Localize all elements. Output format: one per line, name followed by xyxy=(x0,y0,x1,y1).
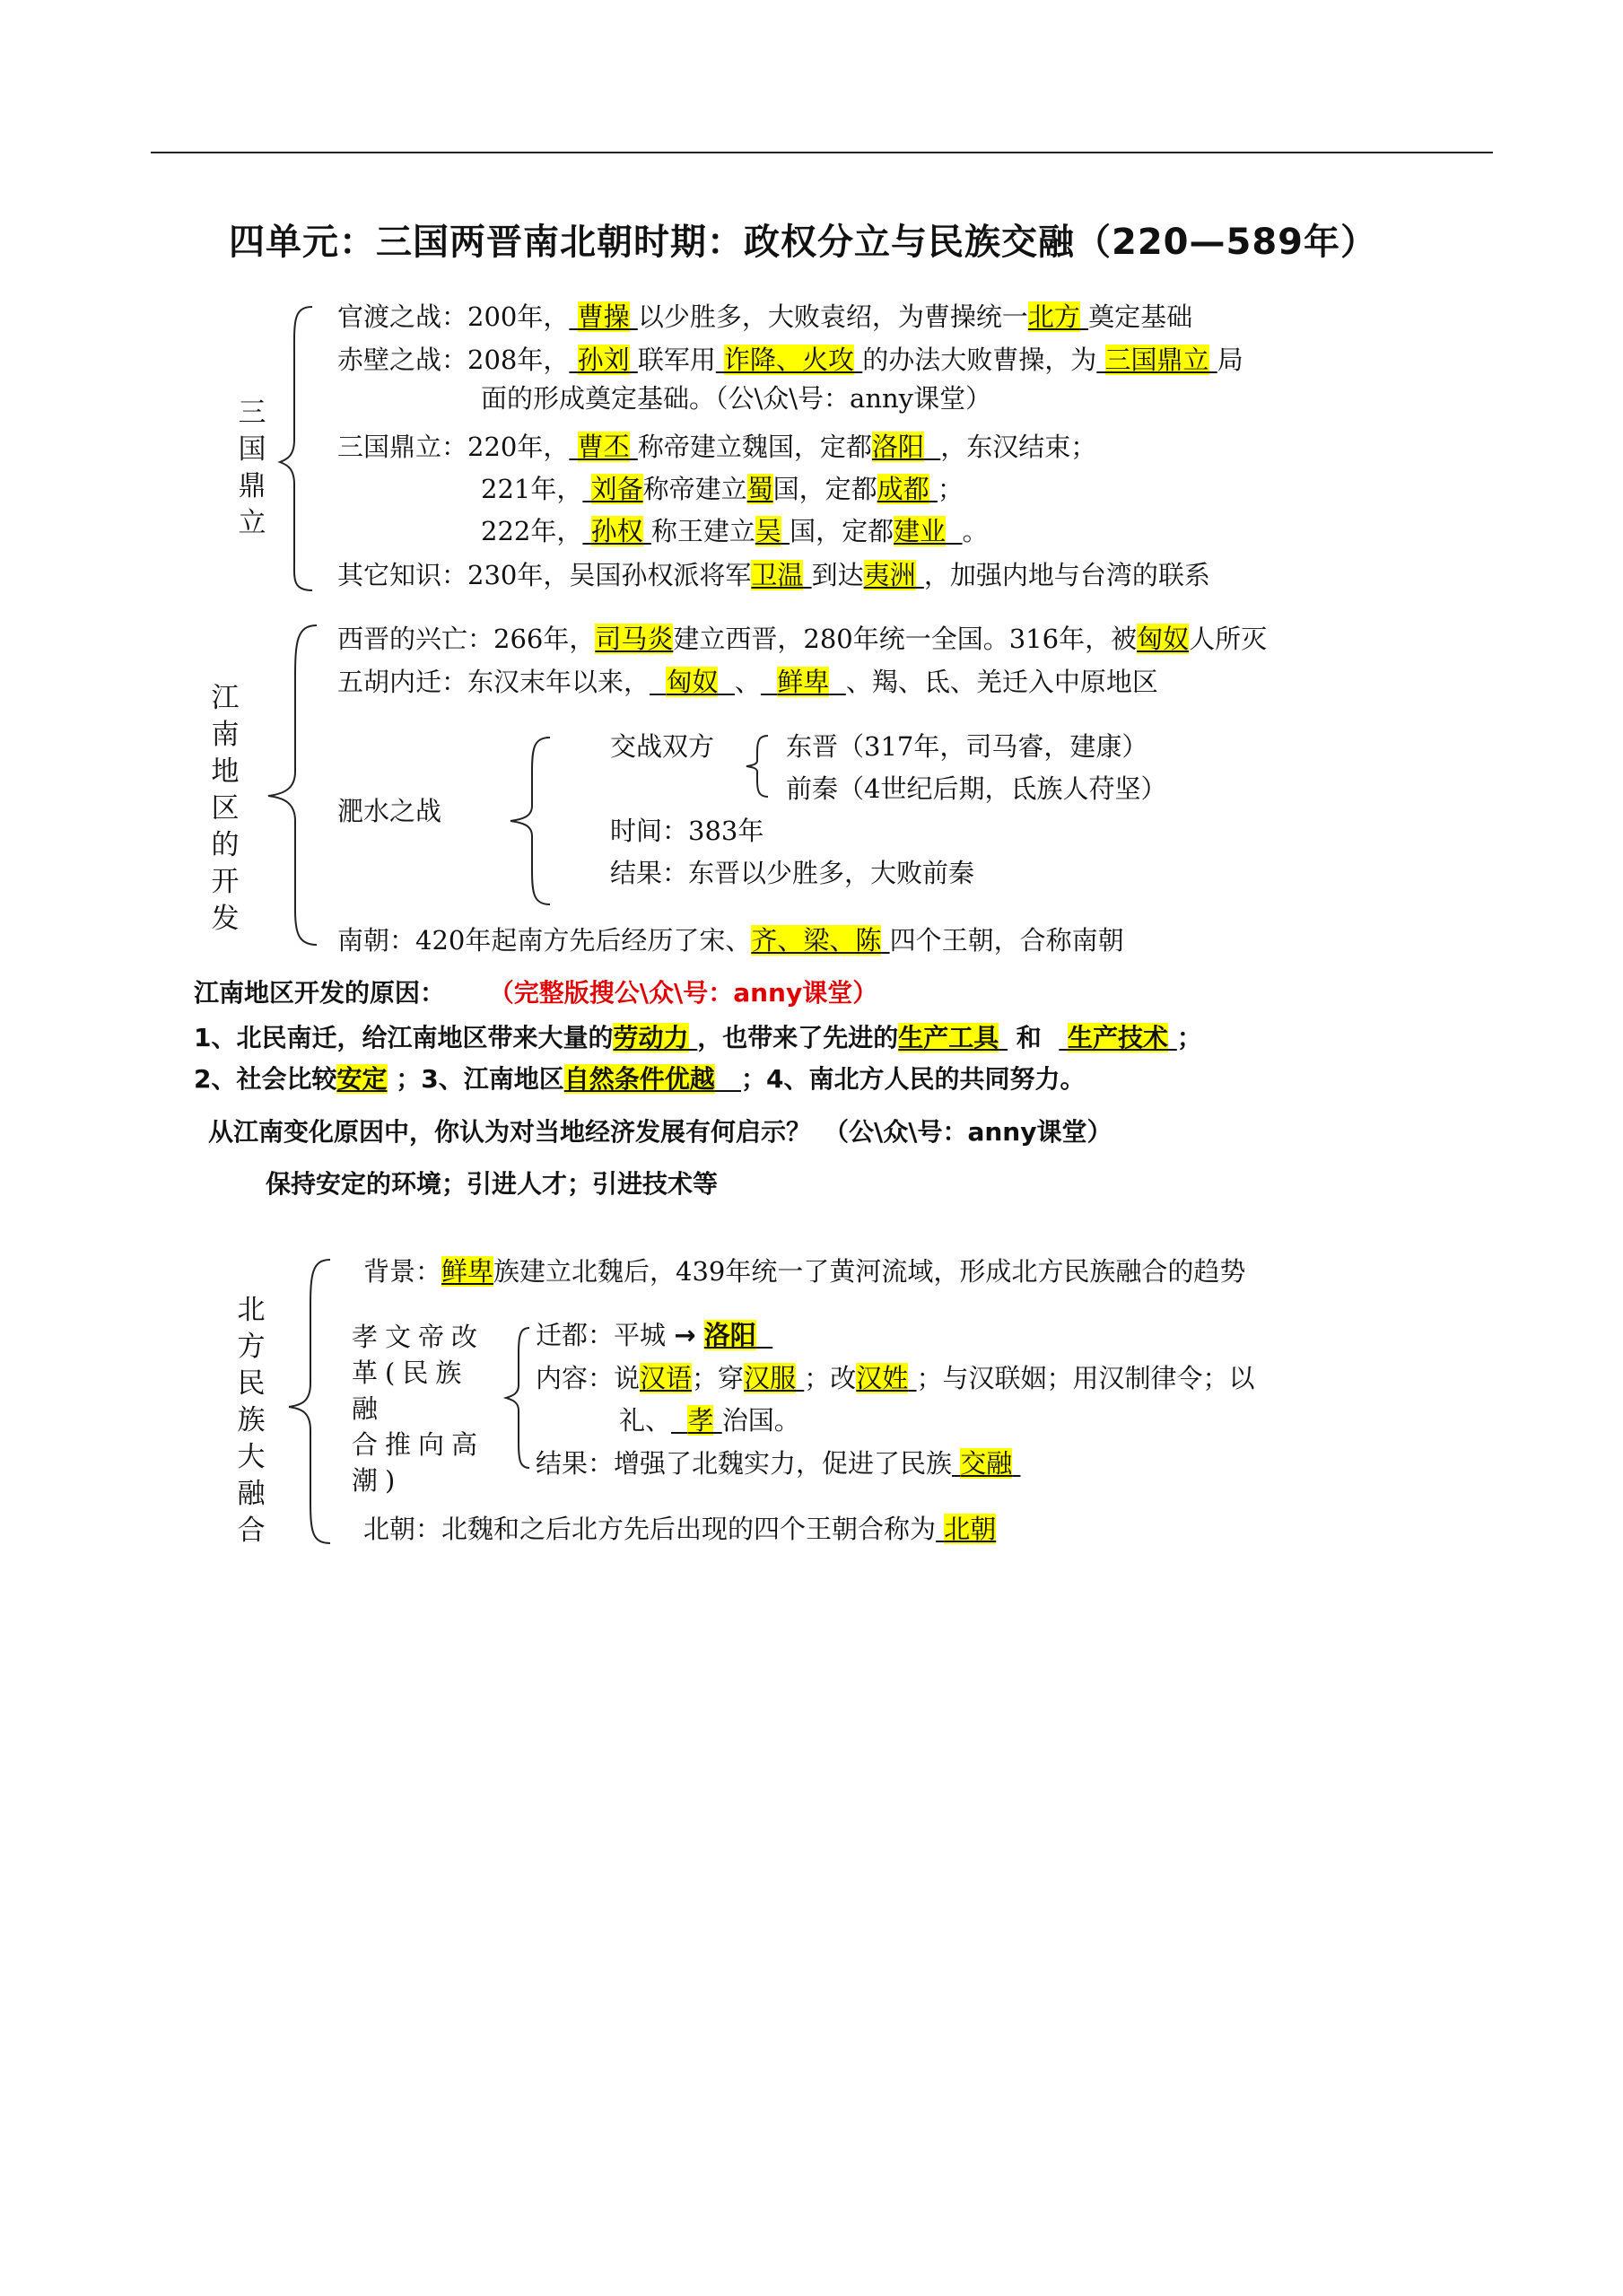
reason-2: 2、社会比较安定 ；3、江南地区自然条件优越 ；4、南北方人民的共同努力。 xyxy=(194,1064,1086,1094)
line-reform-content-cont: 礼、 孝 治国。 xyxy=(619,1405,800,1436)
brace-three-kingdoms xyxy=(278,305,314,592)
line-reform-content: 内容：说汉语；穿汉服 ；改汉姓 ；与汉联姻；用汉制律令；以 xyxy=(536,1363,1255,1393)
reform-label: 孝文帝改 革(民族融 合推向高 潮) xyxy=(352,1322,485,1496)
reasons-ad: （完整版搜公\众\号：anny课堂） xyxy=(488,978,878,1008)
sides-label: 交战双方 xyxy=(610,731,715,762)
line-chibi-cont: 面的形成奠定基础。（公\众\号：anny课堂） xyxy=(481,383,992,414)
side-former-qin: 前秦（4世纪后期，氐族人苻坚） xyxy=(786,773,1167,804)
reasons-answer: 保持安定的环境；引进人才；引进技术等 xyxy=(266,1169,719,1199)
line-background: 背景：鲜卑族建立北魏后，439年统一了黄河流域，形成北方民族融合的趋势 xyxy=(363,1256,1246,1287)
line-nanchao: 南朝：420年起南方先后经历了宋、齐、梁、陈 四个王朝，合称南朝 xyxy=(337,925,1124,956)
feishui-time: 时间：383年 xyxy=(610,816,764,846)
reasons-question: 从江南变化原因中，你认为对当地经济发展有何启示？ （公\众\号：anny课堂） xyxy=(208,1117,1113,1147)
brace-north-fusion xyxy=(287,1258,332,1545)
brace-jiangnan xyxy=(265,624,318,947)
arrow-icon: → xyxy=(674,1320,696,1350)
feishui-result: 结果：东晋以少胜多，大败前秦 xyxy=(610,858,975,888)
section-label-jiangnan: 江南地区的开发 xyxy=(211,682,240,935)
side-east-jin: 东晋（317年，司马睿，建康） xyxy=(786,731,1148,762)
brace-reform xyxy=(504,1326,531,1470)
line-beichao: 北朝：北魏和之后北方先后出现的四个王朝合称为 北朝 xyxy=(363,1514,997,1544)
line-chibi: 赤壁之战：208年， 孙刘 联军用 诈降、火攻 的办法大败曹操，为 三国鼎立 局 xyxy=(337,345,1243,375)
line-xijin: 西晋的兴亡：266年，司马炎建立西晋，280年统一全国。316年，被匈奴人所灭 xyxy=(337,624,1268,654)
line-move-capital: 迁都：平城 → 洛阳 xyxy=(536,1320,756,1350)
line-sanguo-shu: 221年， 刘备称帝建立蜀国，定都成都 ； xyxy=(481,474,964,504)
line-wuhu: 五胡内迁：东汉末年以来， 匈奴 、 鲜卑 、羯、氐、羌迁入中原地区 xyxy=(337,667,1158,697)
page-title: 四单元：三国两晋南北朝时期：政权分立与民族交融（220—589年） xyxy=(229,222,1377,263)
brace-sides xyxy=(745,734,772,799)
line-other: 其它知识：230年，吴国孙权派将军卫温 到达夷洲 ，加强内地与台湾的联系 xyxy=(337,560,1210,590)
brace-feishui xyxy=(507,736,552,906)
line-reform-result: 结果：增强了北魏实力，促进了民族 交融 xyxy=(536,1448,1013,1479)
line-sanguo-wei: 三国鼎立：220年， 曹丕 称帝建立魏国，定都洛阳 ，东汉结束； xyxy=(337,432,1097,462)
reasons-heading: 江南地区开发的原因： （完整版搜公\众\号：anny课堂） xyxy=(194,978,878,1008)
line-sanguo-wu: 222年， 孙权 称王建立吴 国，定都建业 。 xyxy=(481,516,989,546)
line-guandu: 官渡之战：200年， 曹操 以少胜多，大败袁绍，为曹操统一北方 奠定基础 xyxy=(337,301,1193,332)
section-label-north-fusion: 北方民族大融合 xyxy=(237,1294,266,1547)
section-label-three-kingdoms: 三国鼎立 xyxy=(238,397,266,539)
reason-1: 1、北民南迁，给江南地区带来大量的劳动力 ，也带来了先进的生产工具 和 生产技术 ； xyxy=(194,1023,1202,1052)
feishui-label: 淝水之战 xyxy=(337,796,442,826)
top-rule xyxy=(151,152,1493,153)
